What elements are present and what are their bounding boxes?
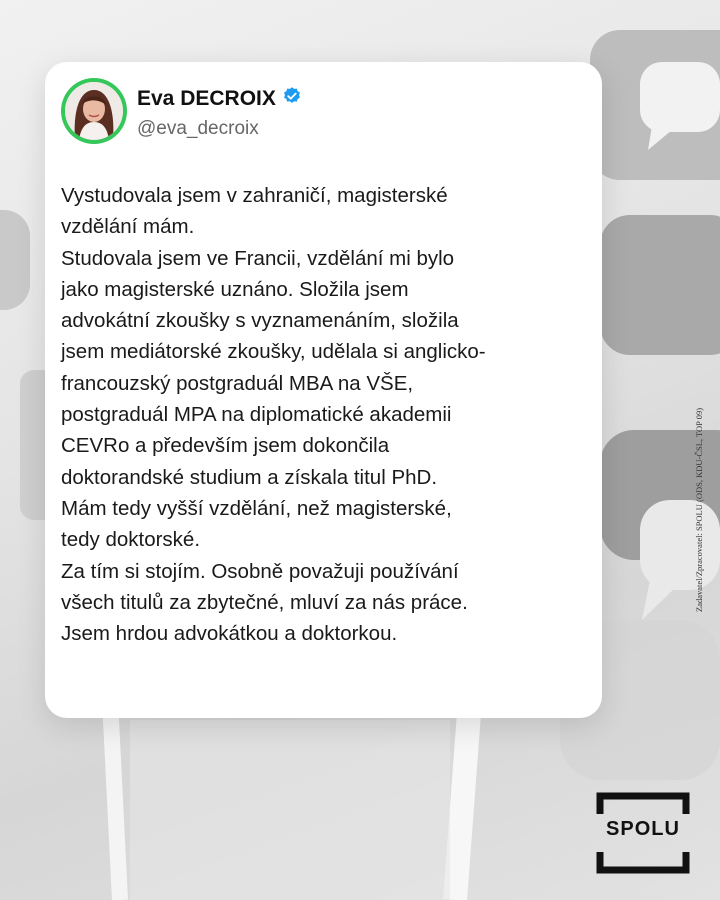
post-text	[61, 180, 591, 649]
avatar[interactable]	[61, 78, 127, 144]
post-line: Jsem hrdou advokátkou a doktorkou.	[61, 622, 398, 646]
profile-photo	[65, 82, 123, 140]
logo-text: SPOLU	[606, 818, 680, 840]
post-line: Studovala jsem ve Francii, vzdělání mi bylo	[61, 246, 455, 270]
verified-badge-icon	[282, 86, 302, 111]
post-line: jako magisterské uznáno. Složila jsem	[61, 277, 409, 301]
post-line: tedy doktorské.	[61, 528, 201, 552]
post-line: vzdělání mám.	[61, 215, 195, 239]
post-line: CEVRo a především jsem dokončila	[61, 434, 390, 458]
post-line: Vystudovala jsem v zahraničí, magisterské	[61, 184, 448, 207]
post-line: advokátní zkoušky s vyznamenáním, složila	[61, 309, 459, 333]
post-line: doktorandské studium a získala titul PhD.	[61, 465, 438, 489]
post-line: jsem mediátorské zkoušky, udělala si anglicko-	[61, 340, 486, 364]
spolu-logo	[596, 792, 690, 874]
post-line: postgraduál MPA na diplomatické akademii	[61, 403, 452, 427]
post-line: Mám tedy vyšší vzdělání, než magisterské,	[61, 496, 452, 520]
profile-name[interactable]: Eva DECROIX	[137, 86, 276, 110]
disclaimer-text: Zadavatel/Zpracovatel: SPOLU (ODS, KDU-ČSL, TOP 09)	[694, 407, 704, 612]
profile-handle[interactable]: @eva_decroix	[137, 118, 259, 139]
post-line: francouzský postgraduál MBA na VŠE,	[61, 371, 414, 395]
post-line: všech titulů za zbytečné, mluví za nás práce.	[61, 590, 468, 614]
tweet-card	[45, 62, 602, 718]
post-line: Za tím si stojím. Osobně považuji používání	[61, 559, 459, 583]
